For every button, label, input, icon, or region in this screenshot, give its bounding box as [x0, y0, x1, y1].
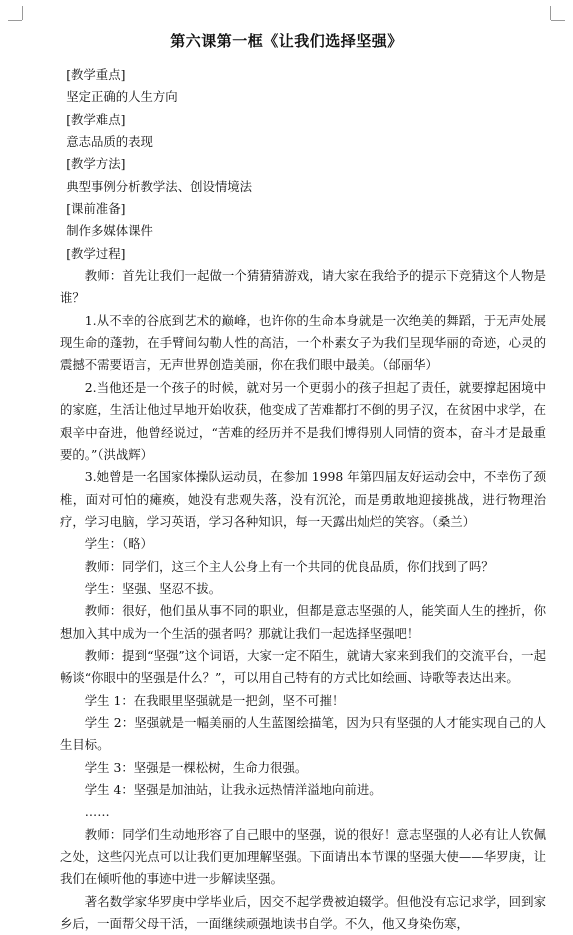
- body-paragraph: 3.她曾是一名国家体操队运动员，在参加 1998 年第四届友好运动会中，不幸伤了颈椎，面对可怕的瘫痪，她没有悲观失落，没有沉沦，而是勇敢地迎接挑战，进行物理治疗，学习电脑，学习英语，学习各种知识，每一天露出灿烂的笑容。（桑兰）: [60, 469, 546, 529]
- body-paragraph: [课前准备]: [66, 201, 126, 217]
- body-paragraph: 学生 3：坚强是一棵松树，生命力很强。: [84, 759, 308, 775]
- crop-mark-top-left: [8, 20, 22, 21]
- crop-mark-top-right: [550, 6, 551, 20]
- body-paragraph: 制作多媒体课件: [66, 223, 153, 239]
- body-paragraph: [教学重点]: [66, 67, 126, 82]
- body-paragraph: 2.当他还是一个孩子的时候，就对另一个更弱小的孩子担起了责任，就要撑起困境中的家庭，生活让他过早地开始收获，他变成了苦难都打不倒的男子汉，在贫困中求学，在艰辛中奋进，他曾经说过，“苦难的经历并不是我们博得别人同情的资本，奋斗才是最重要的。”（洪战辉）: [60, 379, 546, 462]
- body-paragraph: [教学难点]: [66, 111, 126, 127]
- body-paragraph: 学生：（略）: [84, 536, 153, 552]
- body-paragraph: 教师：很好，他们虽从事不同的职业，但都是意志坚强的人，能笑面人生的挫折，你想加入其中成为一个生活的强者吗？那就让我们一起选择坚强吧！: [60, 603, 546, 641]
- body-paragraph: 学生 1：在我眼里坚强就是一把剑，坚不可摧！: [84, 692, 345, 708]
- body-paragraph: 教师：首先让我们一起做一个猜猜猜游戏，请大家在我给予的提示下竞猜这个人物是谁？: [60, 268, 546, 306]
- body-paragraph: 学生 4：坚强是加油站，让我永远热情洋溢地向前进。: [84, 782, 382, 797]
- body-paragraph: 学生 2：坚强就是一幅美丽的人生蓝图绘描笔，因为只有坚强的人才能实现自己的人生目标。: [60, 714, 546, 753]
- body-paragraph: [教学过程]: [66, 245, 126, 261]
- body-paragraph: 意志品质的表现: [66, 134, 153, 150]
- body-paragraph: 学生：坚强、坚忍不拔。: [84, 580, 222, 596]
- crop-mark-top-left: [22, 6, 23, 20]
- body-paragraph: 1.从不幸的谷底到艺术的巅峰，也许你的生命本身就是一次绝美的舞蹈，于无声处展现生命的蓬勃，在手臂间勾勒人性的高洁，一个朴素女子为我们呈现华丽的奇迹，心灵的震撼不需要语言，无声世界创造美丽，你在我们眼中最美。（邰丽华）: [60, 312, 546, 373]
- body-paragraph: 典型事例分析教学法、创设情境法: [66, 178, 253, 194]
- body-paragraph: 教师：同学们生动地形容了自己眼中的坚强，说的很好！意志坚强的人必有让人钦佩之处，这些闪光点可以让我们更加理解坚强。下面请出本节课的坚强大使——华罗庚，让我们在倾听他的事迹中进一步解读坚强。: [60, 826, 546, 887]
- document-body: [60, 64, 546, 935]
- body-paragraph: 教师：同学们，这三个主人公身上有一个共同的优良品质，你们找到了吗？: [84, 558, 494, 574]
- crop-mark-top-right: [551, 20, 565, 21]
- body-paragraph: 坚定正确的人生方向: [66, 89, 178, 105]
- body-paragraph: [教学方法]: [66, 156, 126, 172]
- body-paragraph: ……: [84, 804, 110, 820]
- body-paragraph: 著名数学家华罗庚中学毕业后，因交不起学费被迫辍学。但他没有忘记求学，回到家乡后，一面帮父母干活，一面继续顽强地读书自学。不久，他又身染伤寒，: [60, 893, 546, 932]
- document-title: 第六课第一框《让我们选择坚强》: [170, 32, 403, 50]
- body-paragraph: 教师：提到“坚强”这个词语，大家一定不陌生，就请大家来到我们的交流平台，一起畅谈“你眼中的坚强是什么？”，可以用自己特有的方式比如绘画、诗歌等表达出来。: [60, 647, 546, 686]
